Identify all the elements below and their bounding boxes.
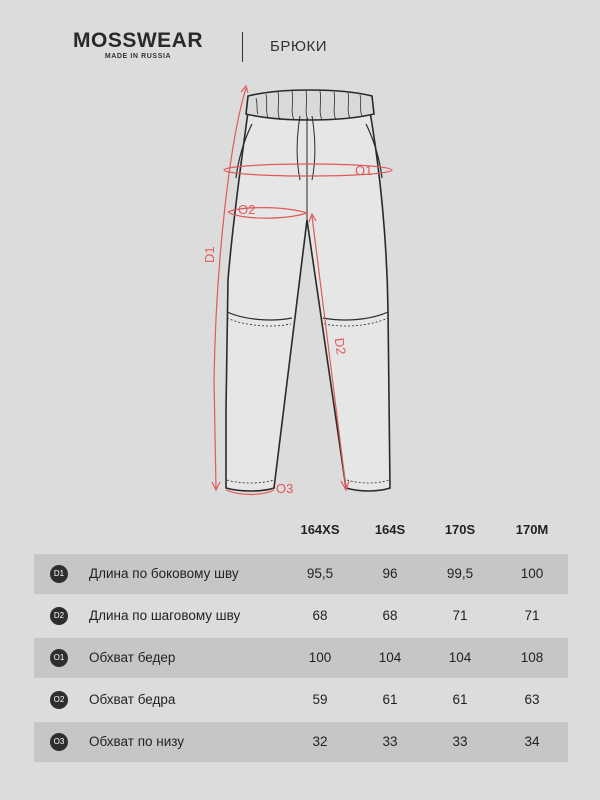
row-value: 61 <box>382 692 398 707</box>
row-code-badge: O1 <box>50 649 68 667</box>
brand-tagline: MADE IN RUSSIA <box>104 53 172 60</box>
header-divider <box>242 32 243 62</box>
header <box>0 0 600 80</box>
row-value: 96 <box>382 566 398 581</box>
row-value: 104 <box>448 650 472 665</box>
row-code-badge: O2 <box>50 691 68 709</box>
table-row <box>34 638 568 678</box>
row-value: 100 <box>308 650 332 665</box>
row-value: 63 <box>524 692 540 707</box>
row-value: 108 <box>520 650 544 665</box>
product-title: БРЮКИ <box>270 38 328 55</box>
row-label: Длина по боковому шву <box>89 566 239 581</box>
row-value: 99,5 <box>446 566 474 581</box>
row-value: 34 <box>524 734 540 749</box>
row-value: 95,5 <box>306 566 334 581</box>
row-label: Обхват бедра <box>89 692 176 707</box>
row-value: 61 <box>452 692 468 707</box>
size-header <box>0 522 600 546</box>
label-d1: D1 <box>202 246 217 263</box>
row-value: 71 <box>524 608 540 623</box>
row-code-badge: D2 <box>50 607 68 625</box>
row-value: 32 <box>312 734 328 749</box>
row-value: 71 <box>452 608 468 623</box>
row-label: Длина по шаговому шву <box>89 608 241 623</box>
row-value: 33 <box>452 734 468 749</box>
table-row <box>34 596 568 636</box>
label-d2: D2 <box>331 336 349 356</box>
row-value: 68 <box>382 608 398 623</box>
row-value: 104 <box>378 650 402 665</box>
row-code-badge: O3 <box>50 733 68 751</box>
label-o1: O1 <box>355 163 373 178</box>
row-value: 68 <box>312 608 328 623</box>
row-value: 33 <box>382 734 398 749</box>
label-o3: O3 <box>276 481 294 496</box>
table-row <box>34 722 568 762</box>
row-value: 100 <box>520 566 544 581</box>
row-value: 59 <box>312 692 328 707</box>
size-col-1: 164XS <box>300 522 340 537</box>
size-col-4: 170M <box>515 522 549 537</box>
row-code-badge: D1 <box>50 565 68 583</box>
size-col-3: 170S <box>444 522 476 537</box>
row-label: Обхват бедер <box>89 650 176 665</box>
pants-illustration <box>0 80 600 510</box>
table-row <box>34 554 568 594</box>
row-label: Обхват по низу <box>89 734 185 749</box>
pants-diagram <box>0 80 600 510</box>
table-row <box>34 680 568 720</box>
size-col-2: 164S <box>374 522 406 537</box>
brand-name: MOSSWEAR <box>73 29 203 52</box>
waistband <box>246 90 374 120</box>
label-o2: O2 <box>238 202 256 217</box>
brand-logo <box>58 30 218 60</box>
